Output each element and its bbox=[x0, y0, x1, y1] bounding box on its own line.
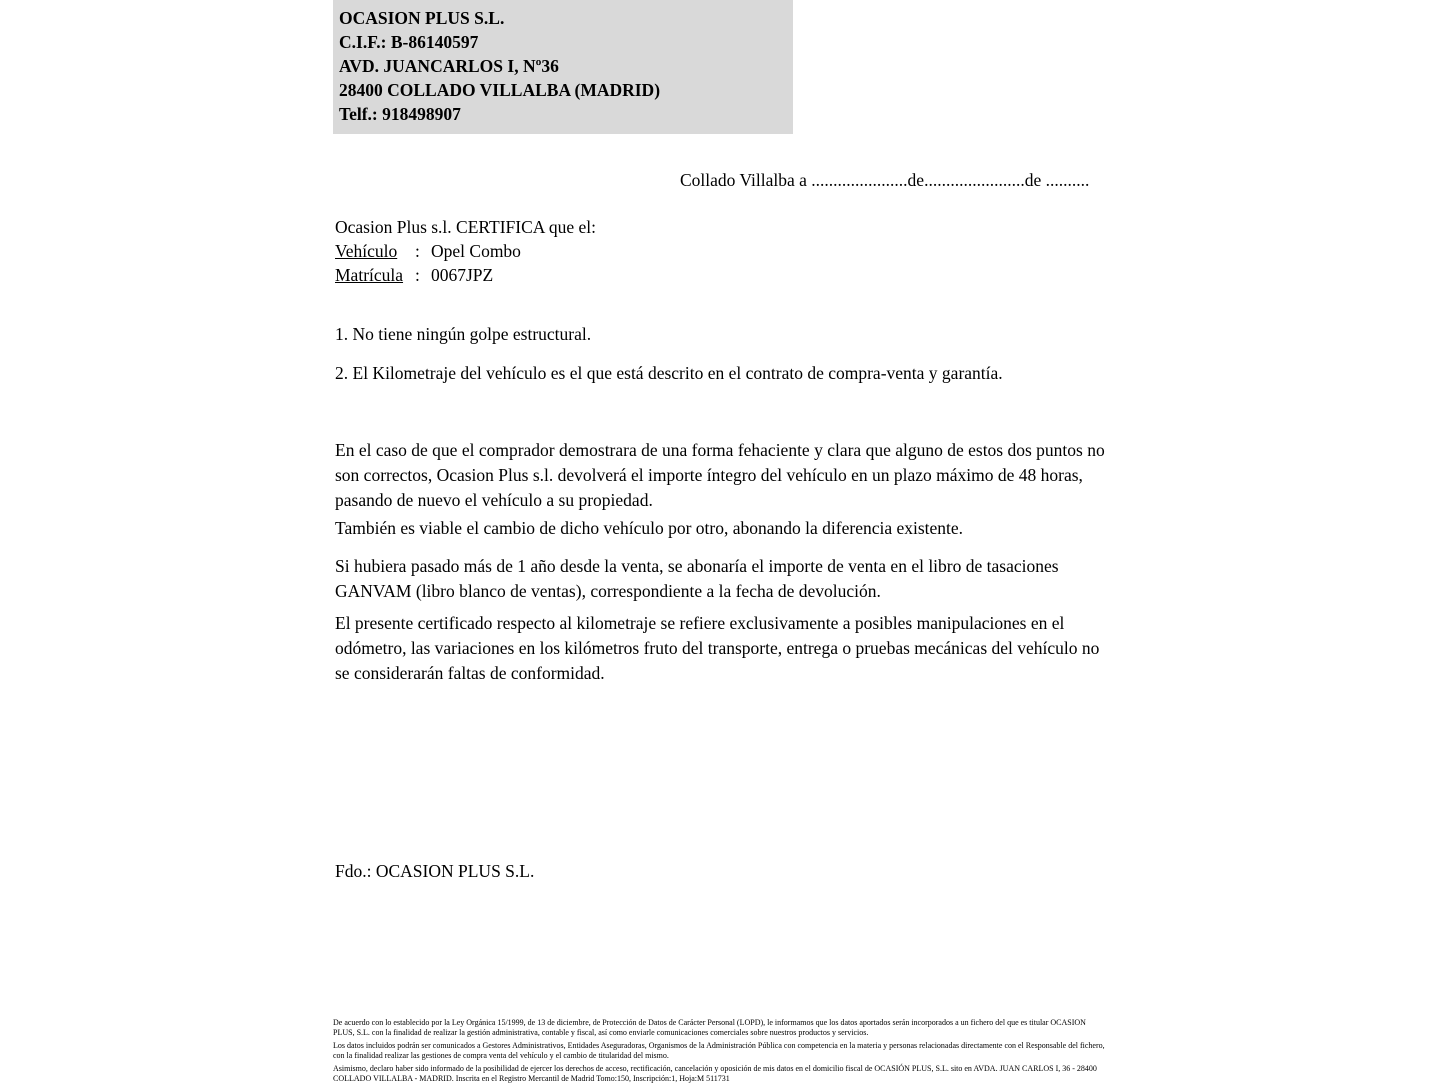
signature-line: Fdo.: OCASION PLUS S.L. bbox=[335, 861, 535, 881]
company-cif: C.I.F.: B-86140597 bbox=[339, 32, 479, 52]
vehicle-separator: : bbox=[415, 241, 420, 261]
paragraph-year: Si hubiera pasado más de 1 año desde la venta, se abonaría el importe de venta en el libro de tasaciones GANVAM (libro blanco de ventas), correspondiente a la fecha de devolución. bbox=[335, 556, 1059, 601]
legal-paragraph-3: Asimismo, declaro haber sido informado de la posibilidad de ejercer los derechos de acceso, rectificación, cancelación y oposición de mis datos en el domicilio fiscal de OCASIÓN PLUS, S.L. sito en AVDA. JUAN CARLOS I, 36 - 28400 COLLADO VILLALBA - MADRID. Inscrita en el Registro Mercantil de Madrid Tomo:150, Inscripción:1, Hoja:M 511731 bbox=[333, 1064, 1097, 1083]
plate-separator: : bbox=[415, 265, 420, 285]
point-2: 2. El Kilometraje del vehículo es el que está descrito en el contrato de compra-venta y garantía. bbox=[335, 363, 1003, 383]
point-1: 1. No tiene ningún golpe estructural. bbox=[335, 324, 592, 344]
company-header-block bbox=[333, 0, 793, 134]
vehicle-field bbox=[335, 239, 596, 263]
paragraph-refund: En el caso de que el comprador demostrara de una forma fehaciente y clara que alguno de estos dos puntos no son correctos, Ocasion Plus s.l. devolverá el importe íntegro del vehículo en un plazo máximo de 48 horas, pasando de nuevo el vehículo a su propiedad. bbox=[335, 440, 1105, 510]
company-address: AVD. JUANCARLOS I, Nº36 bbox=[339, 56, 559, 76]
paragraph-exchange: También es viable el cambio de dicho vehículo por otro, abonando la diferencia existente. bbox=[335, 518, 964, 538]
vehicle-label: Vehículo bbox=[335, 241, 398, 261]
company-phone: Telf.: 918498907 bbox=[339, 104, 461, 124]
legal-footnote bbox=[333, 1018, 1108, 1084]
plate-field bbox=[335, 263, 596, 287]
paragraph-odometer: El presente certificado respecto al kilometraje se refiere exclusivamente a posibles manipulaciones en el odómetro, las variaciones en los kilómetros fruto del transporte, entrega o pruebas mecánicas del vehículo no se considerarán faltas de conformidad. bbox=[335, 613, 1100, 683]
certification-block bbox=[335, 215, 596, 287]
plate-value: 0067JPZ bbox=[431, 265, 494, 285]
company-name: OCASION PLUS S.L. bbox=[339, 8, 505, 28]
certify-intro: Ocasion Plus s.l. CERTIFICA que el: bbox=[335, 217, 596, 237]
company-city: 28400 COLLADO VILLALBA (MADRID) bbox=[339, 80, 661, 100]
date-line: Collado Villalba a ......................de.......................de .......... bbox=[680, 170, 1090, 190]
plate-label: Matrícula bbox=[335, 265, 404, 285]
vehicle-value: Opel Combo bbox=[431, 241, 521, 261]
legal-paragraph-1: De acuerdo con lo establecido por la Ley Orgánica 15/1999, de 13 de diciembre, de Protección de Datos de Carácter Personal (LOPD), le informamos que los datos aportados serán incorporados a un fichero del que es titular OCASION PLUS, S.L. con la finalidad de realizar la gestión administrativa, contable y fiscal, así como enviarle comunicaciones comerciales sobre nuestros productos y servicios. bbox=[333, 1018, 1086, 1037]
legal-paragraph-2: Los datos incluidos podrán ser comunicados a Gestores Administrativos, Entidades Aseguradoras, Organismos de la Administración Pública con competencia en la materia y personas relacionadas directamente con el Responsable del fichero, con la finalidad realizar las gestiones de compra venta del vehículo y el cambio de titularidad del mismo. bbox=[333, 1041, 1105, 1060]
